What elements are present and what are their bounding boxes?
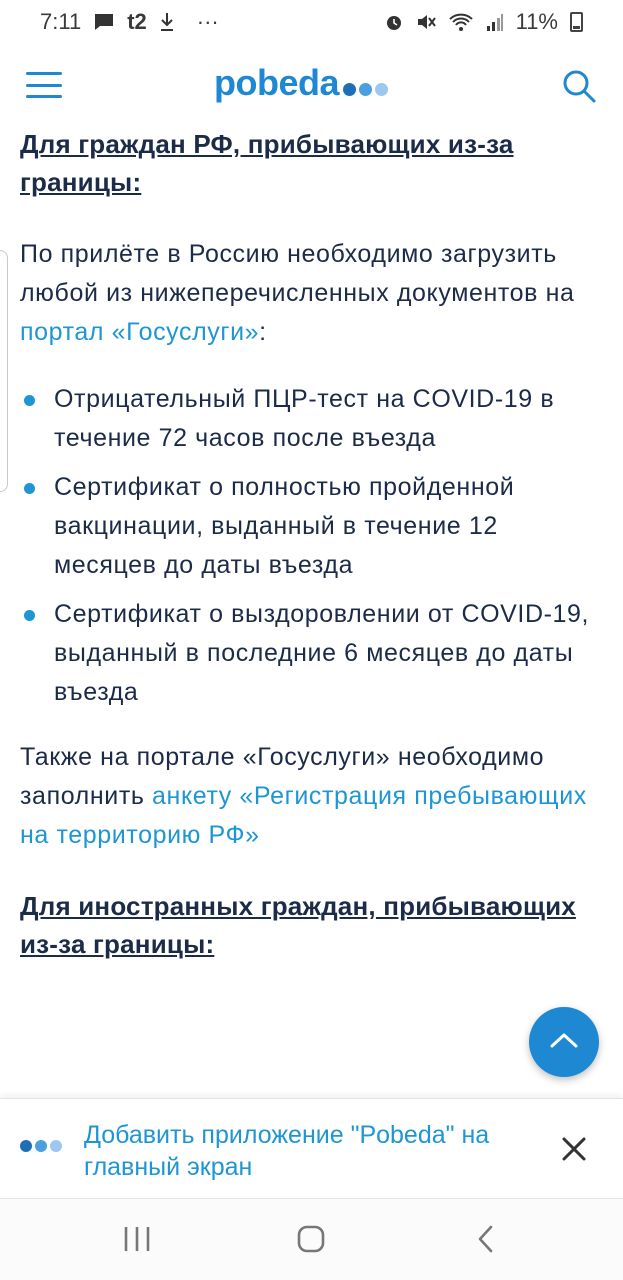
- main-content: [20, 125, 590, 963]
- paragraph-text: Также на портале «Госуслуги» необходимо заполнить: [20, 743, 545, 810]
- gosuslugi-portal-link[interactable]: портал «Госуслуги»: [20, 318, 260, 346]
- section-heading-foreign-citizens[interactable]: Для иностранных граждан, прибывающих из-за границы:: [20, 891, 576, 959]
- paragraph-fill-form: [20, 738, 590, 855]
- bullet-dot: [24, 395, 35, 406]
- list-item-text: Сертификат о выздоровлении от COVID-19, выданный в последние 6 месяцев до даты въезда: [54, 600, 590, 706]
- section-heading-rf-citizens[interactable]: Для граждан РФ, прибывающих из-за границы:: [20, 129, 514, 197]
- search-icon[interactable]: [561, 68, 597, 104]
- bullet-dot: [24, 610, 35, 621]
- hamburger-icon[interactable]: [26, 72, 62, 98]
- pobeda-logo[interactable]: [214, 62, 388, 104]
- logo-dot: [359, 83, 372, 96]
- close-icon[interactable]: [556, 1131, 592, 1167]
- registration-form-link[interactable]: анкету «Регистрация пребывающих на территорию РФ»: [20, 782, 587, 849]
- battery-icon: [570, 12, 583, 32]
- mute-icon: [416, 11, 436, 33]
- home-icon[interactable]: [291, 1221, 331, 1257]
- alarm-icon: [384, 11, 404, 33]
- list-item: [20, 595, 590, 712]
- status-right: [384, 9, 583, 35]
- scroll-top-button[interactable]: [529, 1007, 599, 1077]
- add-to-home-link[interactable]: Добавить приложение "Pobeda" на главный экран: [84, 1121, 490, 1181]
- banner-logo-dots: [20, 1140, 62, 1152]
- more-notifications: ···: [196, 9, 219, 34]
- edge-panel-handle[interactable]: [0, 250, 8, 492]
- clock: 7:11: [40, 9, 82, 34]
- paragraph-text: По прилёте в Россию необходимо загрузить любой из нижеперечисленных документов на: [20, 240, 575, 307]
- list-item: [20, 468, 590, 585]
- paragraph-upload-docs: [20, 235, 590, 352]
- banner-dot: [35, 1140, 47, 1152]
- add-to-home-banner: [0, 1098, 623, 1198]
- logo-text: pobeda: [214, 62, 340, 103]
- battery-percent: 11%: [515, 9, 558, 34]
- paragraph-colon: :: [259, 318, 267, 346]
- logo-dot: [343, 83, 356, 96]
- banner-dot: [20, 1140, 32, 1152]
- list-item-text: Отрицательный ПЦР-тест на COVID-19 в течение 72 часов после въезда: [54, 385, 555, 452]
- documents-list: [20, 380, 590, 712]
- chat-icon: [93, 11, 115, 33]
- chevron-up-icon: [549, 1031, 579, 1054]
- banner-dot: [50, 1140, 62, 1152]
- back-icon[interactable]: [466, 1221, 506, 1257]
- list-item-text: Сертификат о полностью пройденной вакцинации, выданный в течение 12 месяцев до даты въезда: [54, 473, 515, 579]
- logo-dot: [375, 83, 388, 96]
- status-left: [40, 9, 219, 35]
- download-icon: [159, 11, 175, 33]
- wifi-icon: [448, 11, 474, 33]
- list-item: [20, 380, 590, 458]
- system-nav-bar: [0, 1198, 623, 1280]
- bullet-dot: [24, 483, 35, 494]
- status-bar: [0, 0, 623, 44]
- recent-apps-icon[interactable]: [117, 1221, 157, 1257]
- carrier-label: t2: [127, 9, 147, 34]
- site-header: [0, 56, 623, 116]
- signal-icon: [486, 11, 504, 33]
- logo-dots: [343, 83, 388, 96]
